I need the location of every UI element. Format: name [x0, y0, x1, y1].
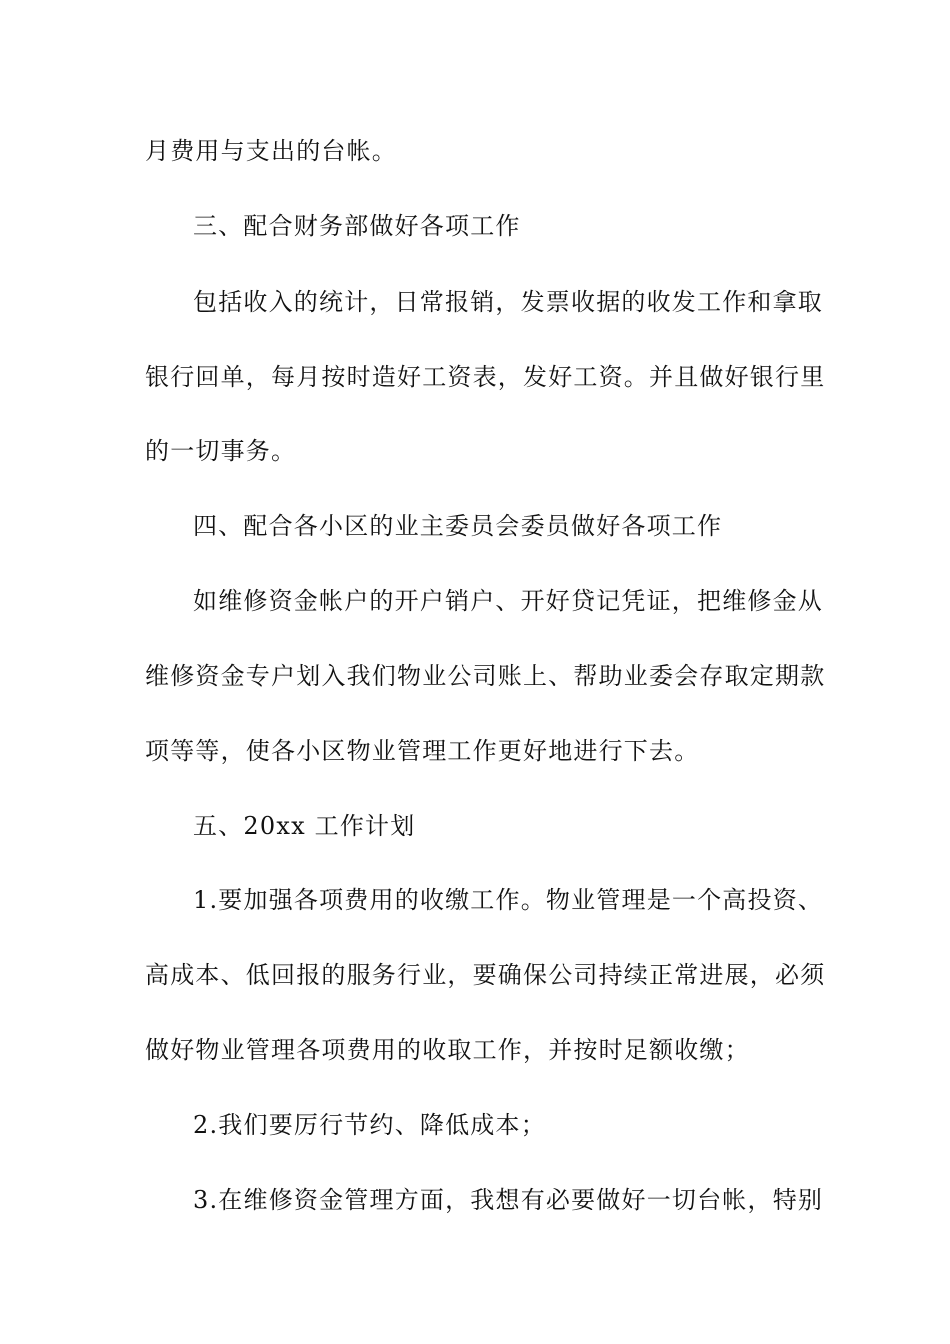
list-item: 3.在维修资金管理方面，我想有必要做好一切台帐，特别 [193, 1186, 824, 1214]
section-heading: 四、配合各小区的业主委员会委员做好各项工作 [193, 512, 723, 540]
section-heading: 五、20xx 工作计划 [193, 812, 416, 840]
text-line: 维修资金专户划入我们物业公司账上、帮助业委会存取定期款 [145, 662, 826, 690]
section-heading: 三、配合财务部做好各项工作 [193, 212, 521, 240]
text-line: 做好物业管理各项费用的收取工作，并按时足额收缴； [145, 1036, 750, 1064]
text-line: 银行回单，每月按时造好工资表，发好工资。并且做好银行里 [145, 363, 826, 391]
text-line: 包括收入的统计，日常报销，发票收据的收发工作和拿取 [193, 288, 823, 316]
text-line: 如维修资金帐户的开户销户、开好贷记凭证，把维修金从 [193, 587, 823, 615]
text-line: 高成本、低回报的服务行业，要确保公司持续正常进展，必须 [145, 961, 826, 989]
list-item: 1.要加强各项费用的收缴工作。物业管理是一个高投资、 [193, 886, 824, 914]
list-item: 2.我们要厉行节约、降低成本； [193, 1111, 546, 1139]
text-line: 月费用与支出的台帐。 [145, 137, 397, 165]
text-line: 的一切事务。 [145, 437, 297, 465]
text-line: 项等等，使各小区物业管理工作更好地进行下去。 [145, 737, 700, 765]
